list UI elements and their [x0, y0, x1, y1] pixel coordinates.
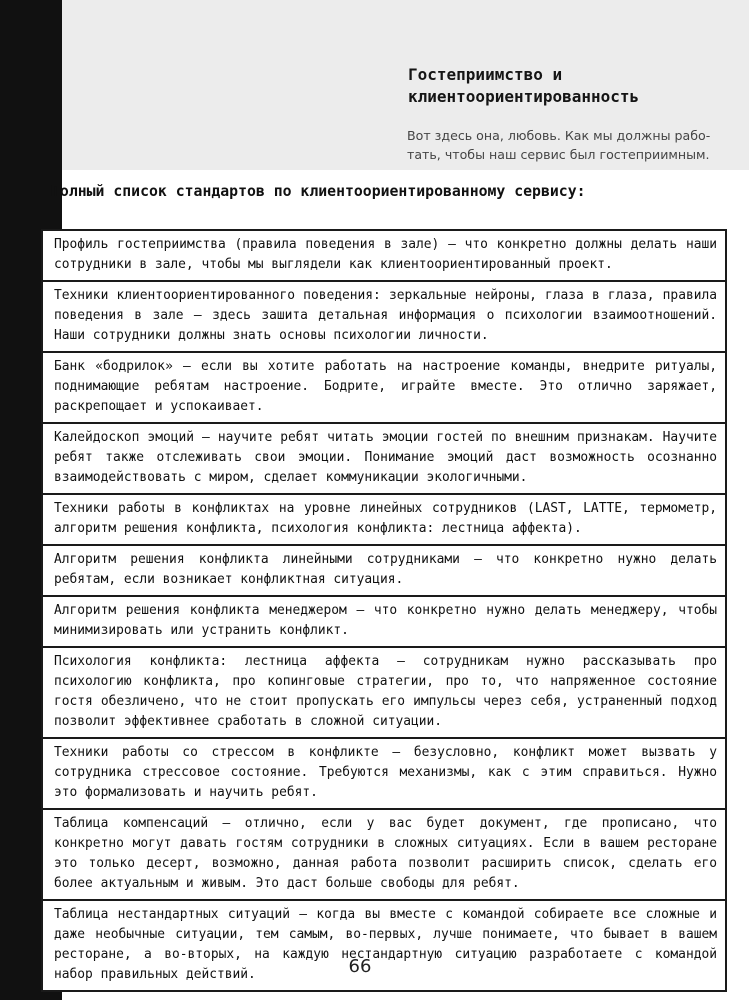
standard-item: Техники работы в конфликтах на уровне линейных сотрудников (LAST, LATTE, термометр, алгоритм решения конфликта, психология конфликта: лестница аффекта).: [43, 495, 725, 546]
standard-item: Профиль гостеприимства (правила поведения в зале) — что конкретно должны делать наши сотрудники в зале, чтобы мы выглядели как клиентоориентированный проект.: [43, 231, 725, 282]
list-heading: Полный список стандартов по клиентоориентированному сервису:: [51, 183, 586, 200]
standard-item: Техники клиентоориентированного поведения: зеркальные нейроны, глаза в глаза, правила поведения в зале — здесь зашита детальная информация о психологии взаимоотношений. Наши сотрудники должны знать основы психологии личности.: [43, 282, 725, 353]
section-subtitle: Вот здесь она, любовь. Как мы должны рабо- тать, чтобы наш сервис был гостеприимным.: [407, 128, 711, 162]
standard-item: Алгоритм решения конфликта менеджером — что конкретно нужно делать менеджеру, чтобы минимизировать или устранить конфликт.: [43, 597, 725, 648]
standard-item: Банк «бодрилок» — если вы хотите работать на настроение команды, внедрите ритуалы, поднимающие ребятам настроение. Бодрите, играйте вместе. Это отлично заряжает, раскрепощает и успокаивает.: [43, 353, 725, 424]
section-title: Гостеприимство и клиентоориентированность: [408, 65, 640, 106]
standard-item: Алгоритм решения конфликта линейными сотрудниками — что конкретно нужно делать ребятам, если возникает конфликтная ситуация.: [43, 546, 725, 597]
standard-item: Техники работы со стрессом в конфликте — безусловно, конфликт может вызвать у сотрудника стрессовое состояние. Требуются механизмы, как с этим справиться. Нужно это формализовать и научить ребят.: [43, 739, 725, 810]
standard-item: Психология конфликта: лестница аффекта — сотрудникам нужно рассказывать про психологию конфликта, про копинговые стратегии, про то, что напряженное состояние гостя обезличено, что не стоит пропускать его импульсы через себя, устраненный подход позволит эффективнее сработать в сложной ситуации.: [43, 648, 725, 739]
page-number: 66: [348, 956, 372, 977]
standard-item: Таблица нестандартных ситуаций — когда вы вместе с командой собираете все сложные и даже необычные ситуации, тем самым, во-первых, лучше понимаете, что бывает в вашем ресторане, а во-вторых, на каждую нестандартную ситуацию разработаете с командой набор правильных действий.: [54, 907, 717, 982]
standards-list: [41, 229, 727, 992]
standard-item: Таблица компенсаций — отлично, если у вас будет документ, где прописано, что конкретно могут давать гостям сотрудники в сложных ситуациях. Если в вашем ресторане это только десерт, возможно, данная работа позволит расширить список, сделать его более актуальным и живым. Это даст больше свободы для ребят.: [43, 810, 725, 901]
standard-item: Калейдоскоп эмоций — научите ребят читать эмоции гостей по внешним признакам. Научите ребят также отслеживать свои эмоции. Понимание эмоций даст возможность осознанно взаимодействовать с миром, сделает коммуникации экологичными.: [43, 424, 725, 495]
